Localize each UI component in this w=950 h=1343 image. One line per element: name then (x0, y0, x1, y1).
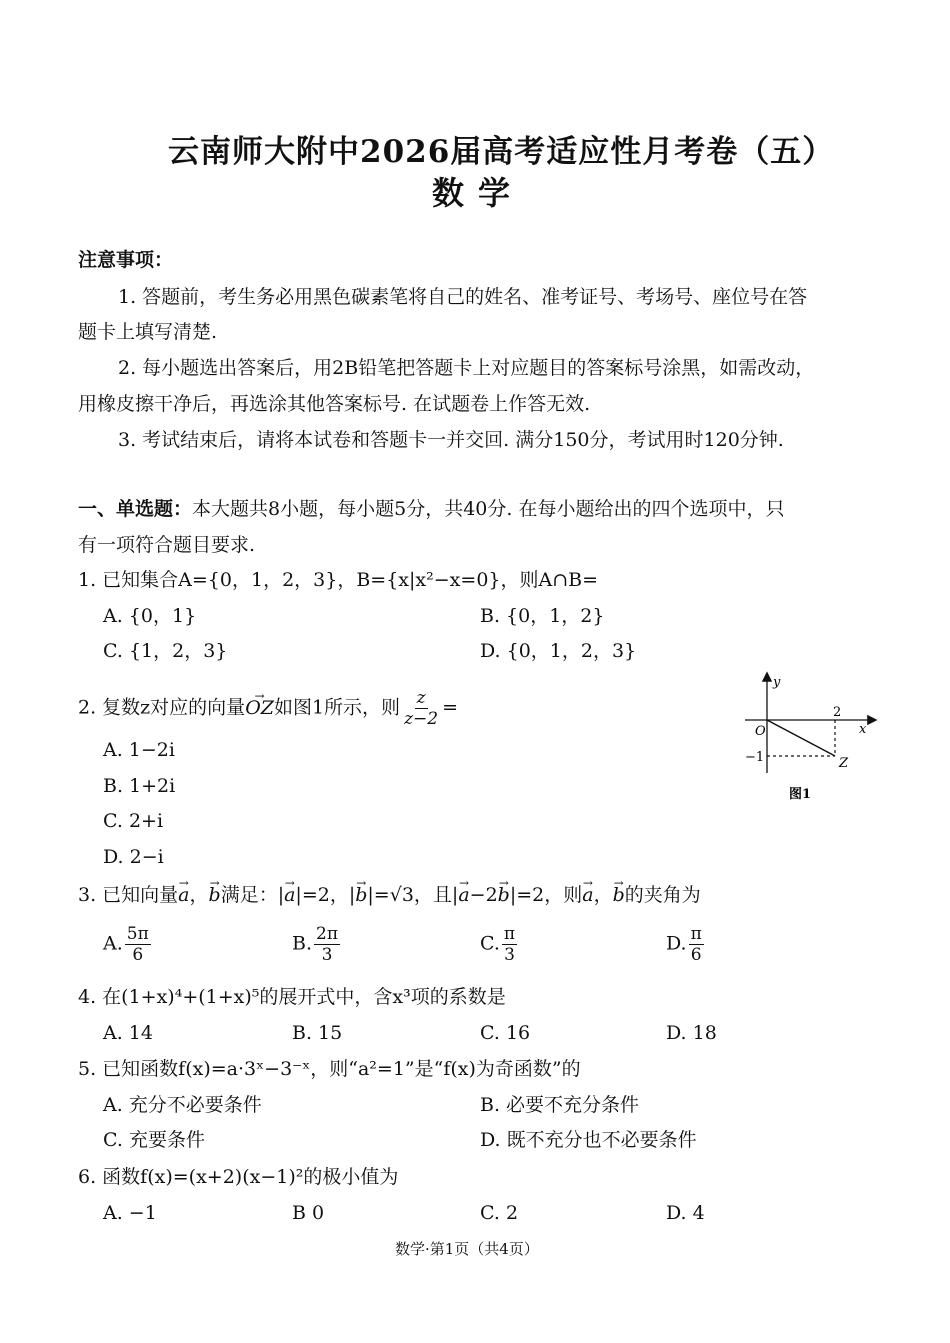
q4-option-d: D. 18 (666, 1022, 717, 1044)
fig-caption: 图1 (789, 787, 812, 802)
q2-stem-pre: 2. 复数z对应的向量 (78, 696, 246, 719)
notice-heading: 注意事项： (78, 249, 174, 271)
q5-option-b: B. 必要不充分条件 (480, 1094, 640, 1116)
q3-b-num: 2π (316, 924, 339, 944)
q3-cond1: 满足：| (220, 884, 285, 906)
q1-option-a: A. {0，1} (103, 605, 197, 627)
q3-c-frac (502, 924, 517, 965)
notice-item3: 3. 考试结束后，请将本试卷和答题卡一并交回. 满分150分，考试用时120分钟. (118, 429, 784, 451)
q3-option-b (292, 924, 342, 965)
q3-stem (78, 881, 701, 909)
q2-fraction (402, 688, 440, 729)
notice-item1-line1: 1. 答题前，考生务必用黑色碳素笔将自己的姓名、准考证号、考场号、座位号在答 (118, 286, 808, 308)
q3-a-label: A. (103, 932, 123, 955)
q3-c-num: π (503, 924, 516, 944)
q3-d-frac (689, 924, 704, 965)
q1-option-b: B. {0，1，2} (480, 605, 605, 627)
fig-label-z: Z (839, 756, 849, 771)
fig-label-neg1: −1 (745, 750, 765, 765)
q5-option-c: C. 充要条件 (103, 1129, 205, 1151)
q3-vec-b-2: → b (355, 881, 367, 909)
q3-a-frac (125, 924, 151, 965)
q5-stem: 5. 已知函数f(x)=a·3ˣ−3⁻ˣ，则“a²=1”是“f(x)为奇函数”的 (78, 1058, 581, 1080)
q6-stem: 6. 函数f(x)=(x+2)(x−1)²的极小值为 (78, 1166, 399, 1188)
q3-vec-b-3: → b (498, 881, 510, 909)
q3-d-den: 6 (690, 945, 702, 965)
q1-option-c: C. {1，2，3} (103, 640, 228, 662)
q3-vec-a-3: → a (458, 881, 469, 909)
q3-d-num: π (690, 924, 702, 944)
q1-stem: 1. 已知集合A={0，1，2，3}，B={x|x²−x=0}，则A∩B= (78, 569, 599, 591)
notice-item2-line2: 用橡皮擦干净后，再选涂其他答案标号. 在试题卷上作答无效. (78, 393, 591, 415)
q2-frac-num: z (416, 688, 426, 708)
q5-option-a: A. 充分不必要条件 (103, 1094, 262, 1116)
q3-c-den: 3 (504, 945, 515, 965)
q3-d-label: D. (666, 932, 687, 955)
q3-stem-end: 的夹角为 (624, 884, 701, 906)
q3-stem-pre: 3. 已知向量 (78, 884, 179, 906)
notice-item1-line2: 题卡上填写清楚. (78, 321, 218, 343)
q2-stem (78, 688, 458, 729)
q2-option-b: B. 1+2i (103, 775, 176, 797)
q3-cond2: |=2，| (295, 884, 356, 906)
q3-option-c (480, 924, 519, 965)
section1-heading: 一、单选题： (78, 498, 193, 520)
q2-stem-end: = (442, 696, 459, 719)
q3-vec-a: → a (178, 881, 189, 909)
q4-option-c: C. 16 (480, 1022, 531, 1044)
section1-desc-line2: 有一项符合题目要求. (78, 534, 256, 556)
q5-option-d: D. 既不充分也不必要条件 (480, 1129, 697, 1151)
q3-a-den: 6 (132, 945, 144, 965)
fig-label-y: y (773, 675, 781, 690)
fig-label-x: x (859, 722, 867, 737)
notice-item2-line1: 2. 每小题选出答案后，用2B铅笔把答题卡上对应题目的答案标号涂黑，如需改动， (118, 357, 815, 379)
q2-stem-mid: 如图1所示，则 (273, 696, 401, 719)
subject-title: 数学 (432, 174, 525, 212)
q3-option-d (666, 924, 706, 965)
q3-comma-2: ， (593, 884, 613, 906)
q3-vec-a-4: → a (582, 881, 593, 909)
q3-b-frac (314, 924, 340, 965)
q6-option-a: A. −1 (103, 1202, 157, 1224)
q1-option-d: D. {0，1，2，3} (480, 640, 637, 662)
q2-option-a: A. 1−2i (103, 739, 175, 761)
vector-oz-line (767, 720, 835, 756)
q3-b-den: 3 (321, 945, 333, 965)
q3-minus: −2 (469, 884, 498, 906)
q2-vector-oz: → OZ (245, 694, 274, 722)
q3-b-label: B. (292, 932, 313, 955)
q4-option-a: A. 14 (103, 1022, 153, 1044)
section1-desc-line1: 本大题共8小题，每小题5分，共40分. 在每小题给出的四个选项中，只 (192, 498, 785, 520)
q4-option-b: B. 15 (292, 1022, 343, 1044)
q2-option-c: C. 2+i (103, 810, 164, 832)
q3-comma: ， (189, 884, 209, 906)
q3-cond4: |=2，则 (509, 884, 583, 906)
section1-line1 (78, 495, 784, 523)
q6-option-d: D. 4 (666, 1202, 705, 1224)
page-footer: 数学·第1页（共4页） (395, 1240, 539, 1258)
q3-cond3: |=√3，且| (367, 884, 459, 906)
exam-title: 云南师大附中2026届高考适应性月考卷（五） (168, 134, 835, 170)
q3-vec-a-2: → a (284, 881, 295, 909)
q6-option-c: C. 2 (480, 1202, 519, 1224)
fig-label-o: O (755, 724, 766, 739)
q3-option-a (103, 924, 153, 965)
q3-vec-b: → b (209, 881, 221, 909)
q3-vec-b-4: → b (613, 881, 625, 909)
q6-option-b: B 0 (292, 1202, 325, 1224)
figure-1 (735, 668, 885, 808)
q3-a-num: 5π (126, 924, 149, 944)
q4-stem: 4. 在(1+x)⁴+(1+x)⁵的展开式中，含x³项的系数是 (78, 986, 506, 1008)
q3-c-label: C. (480, 932, 500, 955)
q2-option-d: D. 2−i (103, 846, 164, 868)
fig-label-2: 2 (833, 705, 842, 720)
q2-frac-den: z−2 (404, 709, 439, 729)
